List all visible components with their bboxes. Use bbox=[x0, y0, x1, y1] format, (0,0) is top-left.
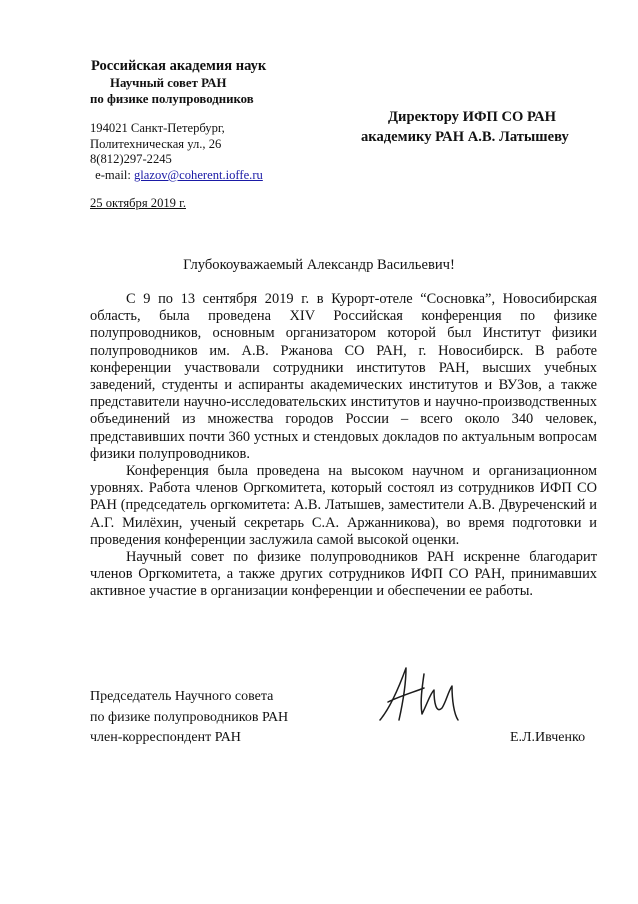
email-line bbox=[92, 168, 263, 183]
letter-date: 25 октября 2019 г. bbox=[90, 196, 186, 210]
signer-title-line-2: по физике полупроводников РАН bbox=[90, 710, 289, 725]
letter-body bbox=[90, 291, 597, 601]
organization-name: Российская академия наук bbox=[91, 58, 267, 74]
salutation: Глубокоуважаемый Александр Васильевич! bbox=[183, 257, 455, 273]
body-paragraph: Научный совет по физике полупроводников РАН искренне благодарит членов Оргкомитета, а также других сотрудников ИФП СО РАН, принимавших активное участие в организации конференции и обеспечении ее работы. bbox=[90, 549, 597, 600]
phone-number: 8(812)297-2245 bbox=[90, 152, 172, 166]
signer-title-line-3: член-корреспондент РАН bbox=[90, 730, 241, 745]
body-paragraph: Конференция была проведена на высоком научном и организационном уровнях. Работа членов Оргкомитета, который состоял из сотрудников ИФП СО РАН (председатель оргкомитета: А.В. Латышев, заместители А.В. Двуреченский и А.Г. Милёхин, ученый секретарь С.А. Аржанникова), во время подготовки и проведения конференции заслужила самой высокой оценки. bbox=[90, 463, 597, 548]
addressee-line-1: Директору ИФП СО РАН bbox=[388, 109, 556, 125]
email-label: e-mail: bbox=[92, 168, 134, 182]
handwritten-signature bbox=[372, 662, 472, 732]
addressee-line-2: академику РАН А.В. Латышеву bbox=[361, 129, 569, 145]
council-field: по физике полупроводников bbox=[90, 92, 254, 106]
signer-title-line-1: Председатель Научного совета bbox=[90, 689, 274, 704]
signer-name: Е.Л.Ивченко bbox=[510, 730, 586, 745]
council-name: Научный совет РАН bbox=[110, 76, 227, 90]
address-line-2: Политехническая ул., 26 bbox=[90, 137, 222, 151]
address-line-1: 194021 Санкт-Петербург, bbox=[90, 121, 225, 135]
body-paragraph: С 9 по 13 сентября 2019 г. в Курорт-отеле “Сосновка”, Новосибирская область, была проведена XIV Российская конференция по физике полупроводников, основным организатором которой был Институт физики полупроводников им. А.В. Ржанова СО РАН, г. Новосибирск. В работе конференции участвовали сотрудники институтов РАН, высших учебных заведений, студенты и аспиранты академических институтов и ВУЗов, а также представители научно-исследовательских институтов и научно-производственных объединений из множества городов России – всего около 340 человек, представивших почти 360 устных и стендовых докладов по актуальным вопросам физики полупроводников. bbox=[90, 291, 597, 462]
email-link[interactable]: glazov@coherent.ioffe.ru bbox=[133, 168, 263, 182]
